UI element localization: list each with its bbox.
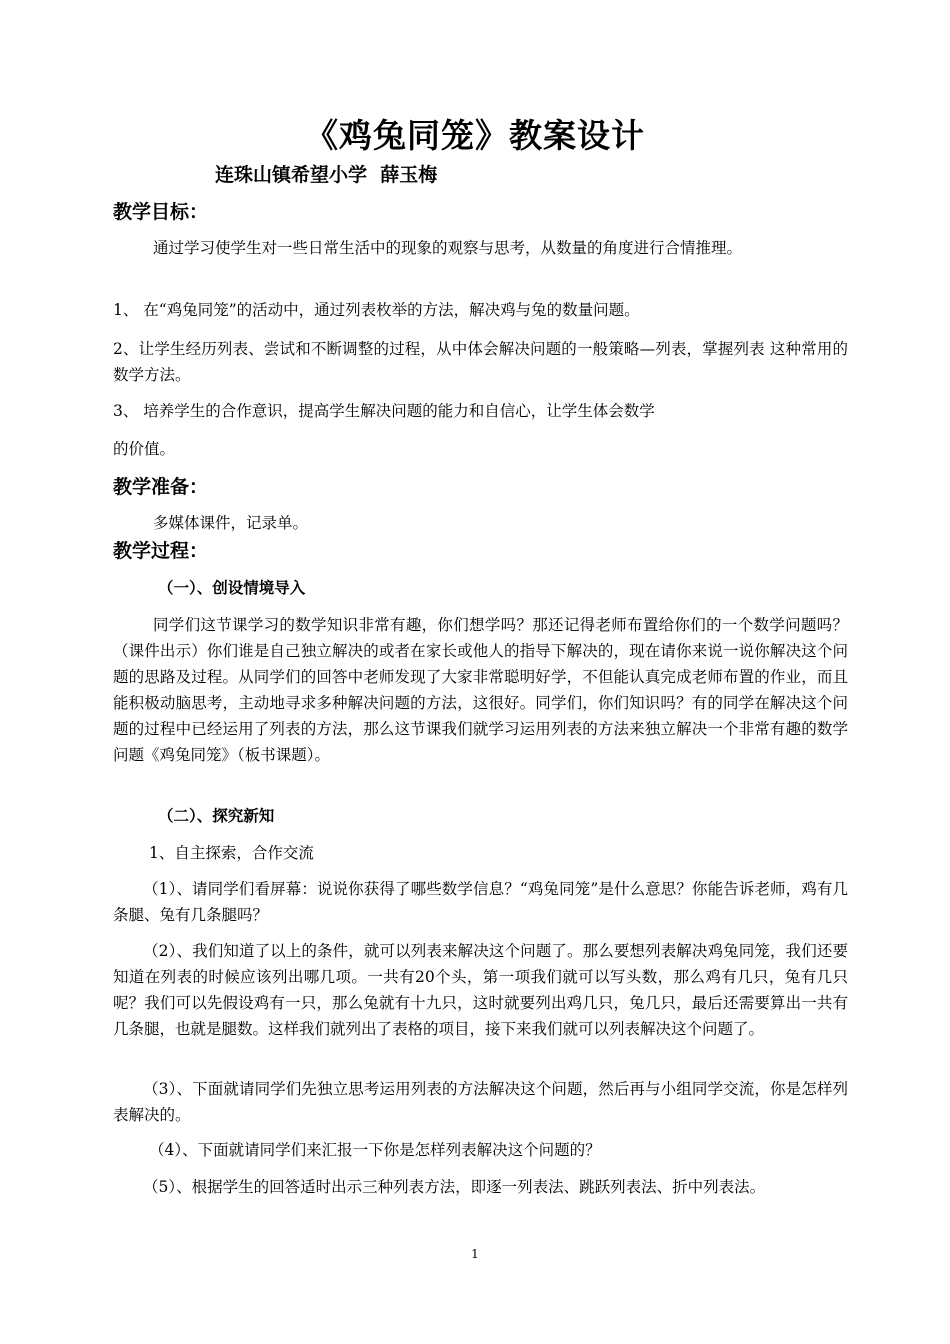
- objective-item-2: 2、让学生经历列表、尝试和不断调整的过程，从中体会解决问题的一般策略—列表，掌握列表 这种常用的数学方法。: [113, 340, 848, 384]
- objectives-intro: 通过学习使学生对一些日常生活中的现象的观察与思考，从数量的角度进行合情推理。: [153, 239, 743, 257]
- objective-item-1: 1、 在“鸡兔同笼”的活动中，通过列表枚举的方法，解决鸡与兔的数量问题。: [113, 301, 640, 319]
- intro-scenario-text: 同学们这节课学习的数学知识非常有趣，你们想学吗？那还记得老师布置给你们的一个数学问题吗？（课件出示）你们谁是自己独立解决的或者在家长或他人的指导下解决的，现在请你来说一说你解决这个问题的思路及过程。从同学们的回答中老师发现了大家非常聪明好学，不但能认真完成老师布置的作业，而且能积极动脑思考，主动地寻求多种解决问题的方法，这很好。同学们，你们知识吗？有的同学在解决这个问题的过程中已经运用了列表的方法，那么这节课我们就学习运用列表的方法来独立解决一个非常有趣的数学问题《鸡兔同笼》（板书课题）。: [113, 616, 848, 764]
- subheading-explore: （二）、探究新知: [158, 807, 275, 825]
- objective-item-3: 3、 培养学生的合作意识，提高学生解决问题的能力和自信心，让学生体会数学: [113, 402, 655, 420]
- heading-process: 教学过程：: [113, 540, 209, 562]
- explore-substep-5: （5）、根据学生的回答适时出示三种列表方法，即逐一列表法、跳跃列表法、折中列表法。: [143, 1178, 766, 1196]
- explore-substep-3: （3）、下面就请同学们先独立思考运用列表的方法解决这个问题，然后再与小组同学交流，你是怎样列表解决的。: [113, 1080, 848, 1124]
- heading-preparation: 教学准备：: [113, 476, 209, 498]
- document-title: 《鸡兔同笼》教案设计: [305, 116, 645, 155]
- explore-step-1: 1、自主探索，合作交流: [149, 844, 314, 862]
- preparation-text: 多媒体课件，记录单。: [153, 514, 309, 532]
- subheading-intro-scenario: （一）、创设情境导入: [158, 579, 306, 597]
- author-line: 连珠山镇希望小学 薛玉梅: [215, 164, 438, 186]
- objective-item-3-continued: 的价值。: [113, 440, 176, 458]
- explore-substep-4: （4）、下面就请同学们来汇报一下你是怎样列表解决这个问题的？: [149, 1141, 601, 1159]
- heading-objectives: 教学目标：: [113, 201, 209, 223]
- explore-substep-2: （2）、我们知道了以上的条件，就可以列表来解决这个问题了。那么要想列表解决鸡兔同笼，我们还要知道在列表的时候应该列出哪几项。一共有20个头，第一项我们就可以写头数，那么鸡有几只，兔有几只呢？我们可以先假设鸡有一只，那么兔就有十九只，这时就要列出鸡几只，兔几只，最后还需要算出一共有几条腿，也就是腿数。这样我们就列出了表格的项目，接下来我们就可以列表解决这个问题了。: [113, 942, 848, 1038]
- page-number: 1: [471, 1247, 479, 1261]
- explore-substep-1: （1）、请同学们看屏幕：说说你获得了哪些数学信息？“鸡兔同笼”是什么意思？你能告诉老师，鸡有几条腿、兔有几条腿吗？: [113, 880, 848, 924]
